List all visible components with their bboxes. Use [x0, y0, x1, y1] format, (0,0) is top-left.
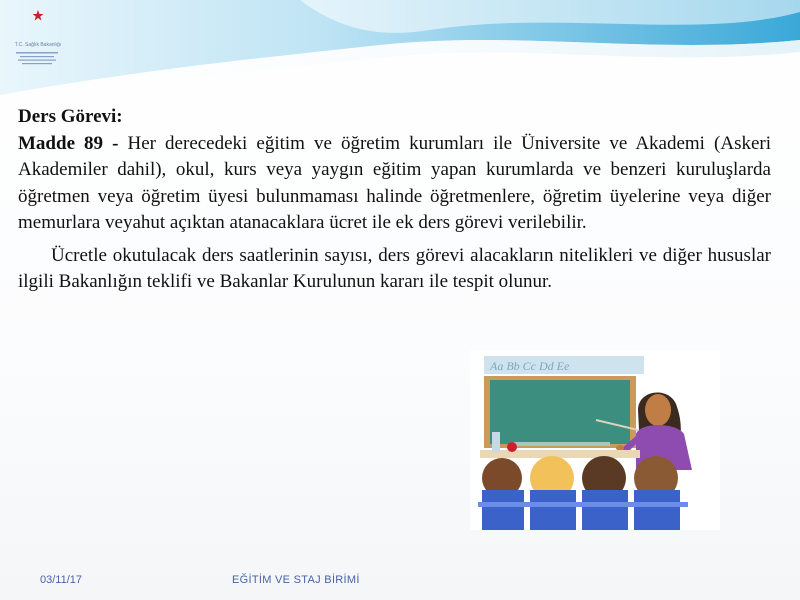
footer-date: 03/11/17: [40, 574, 83, 586]
footer-unit-name: EĞİTİM VE STAJ BİRİMİ: [232, 574, 360, 586]
ministry-logo: [4, 4, 70, 68]
article-text: Her derecedeki eğitim ve öğretim kurumları ile Üniversite ve Akademi (Askeri Akademiler dahil), okul, kurs veya yaygın eğitim yapan kurumlarda ve benzeri kuruluşlarda öğretmen veya öğretim üyesi bulunmaması halinde öğretmenlere, öğretim üyelerine veya diğer memurlara veyahut açıktan atanacaklara ücret ile ek ders görevi verilebilir.: [18, 132, 772, 233]
header-wave-decoration: [0, 0, 800, 100]
logo-text: T.C. Sağlık Bakanlığı: [14, 42, 62, 48]
article-paragraph: [18, 131, 771, 237]
article-content: [18, 104, 771, 296]
section-heading: Ders Görevi:: [18, 106, 123, 127]
board-letters: Aa Bb Cc Dd Ee: [490, 359, 570, 373]
classroom-illustration: [470, 350, 720, 530]
second-paragraph: Ücretle okutulacak ders saatlerinin sayısı, ders görevi alacakların nitelikleri ve diğer hususlar ilgili Bakanlığın teklifi ve Bakanlar Kurulunun kararı ile tespit olunur.: [18, 244, 771, 292]
article-label: Madde 89 -: [18, 132, 119, 154]
